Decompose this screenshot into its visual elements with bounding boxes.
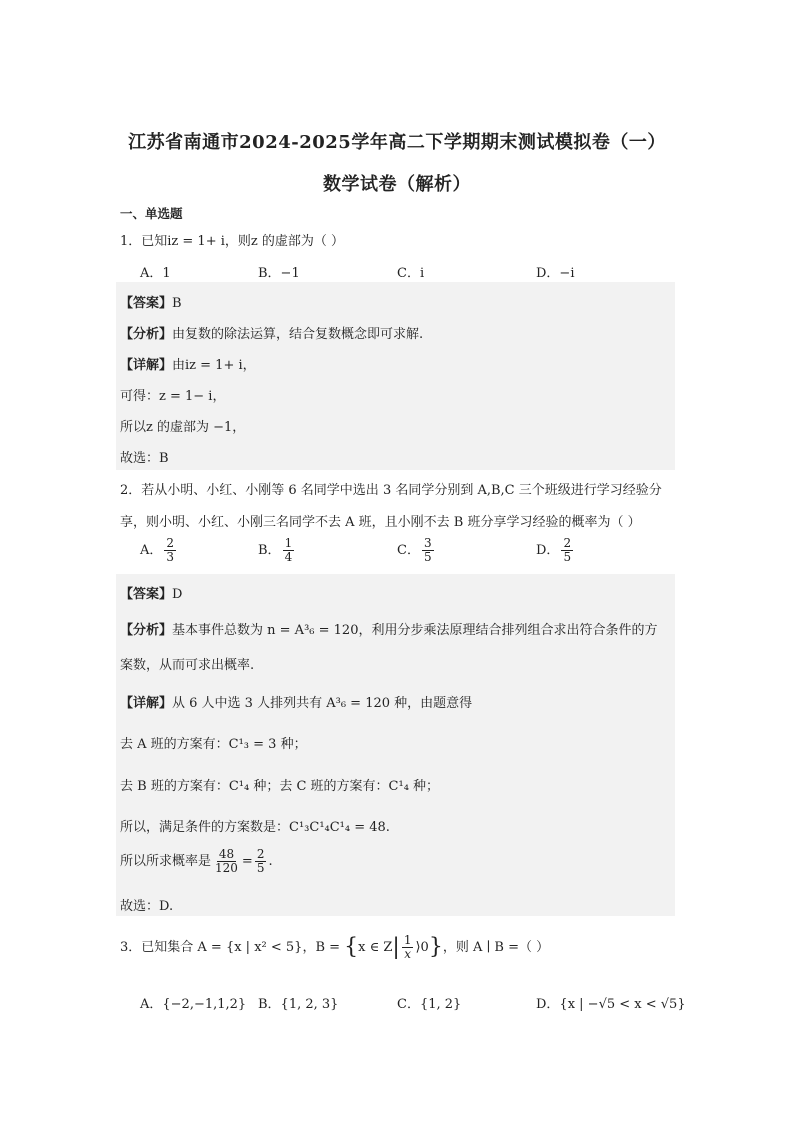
fraction: $\frac{3}{5}$ bbox=[423, 536, 432, 564]
q1-step-2: 所以z 的虚部为 −1， bbox=[120, 420, 246, 435]
q2-step-3: 所以，满足条件的方案数是：C¹₃C¹₄C¹₄ = 48. bbox=[120, 820, 390, 835]
fraction: $\frac{1}{x}$ bbox=[403, 933, 412, 961]
q2-option-d: D． $\frac{2}{5}$ bbox=[536, 536, 572, 564]
q1-answer: 【答案】B bbox=[120, 296, 182, 311]
fraction: $\frac{2}{5}$ bbox=[256, 847, 265, 875]
q2-step-1: 去 A 班的方案有：C¹₃ = 3 种； bbox=[120, 737, 307, 752]
q1-detail: 【详解】由iz = 1+ i， bbox=[120, 358, 256, 373]
q1-option-a: A．1 bbox=[140, 266, 171, 281]
q1-option-b: B．−1 bbox=[258, 266, 300, 281]
q3-option-c: C．{1, 2} bbox=[397, 997, 462, 1012]
q1-conclusion: 故选：B bbox=[120, 451, 169, 466]
q1-step-1: 可得：z = 1− i， bbox=[120, 389, 226, 404]
q1-solution-box bbox=[116, 282, 675, 470]
q2-option-c: C． $\frac{3}{5}$ bbox=[397, 536, 432, 564]
q3-option-d: D．{x | −√5 < x < √5} bbox=[536, 997, 686, 1012]
q2-conclusion: 故选：D. bbox=[120, 899, 174, 914]
q3-option-a: A．{−2,−1,1,2} bbox=[140, 997, 247, 1012]
q3-option-b: B．{1, 2, 3} bbox=[258, 997, 339, 1012]
q1-option-c: C．i bbox=[397, 266, 425, 281]
question-2-stem-line-1: 2．若从小明、小红、小刚等 6 名同学中选出 3 名同学分别到 A,B,C 三个班级进行学习经验分 bbox=[120, 483, 662, 498]
q1-option-d: D．−i bbox=[536, 266, 575, 281]
q2-analysis-line-1: 【分析】基本事件总数为 n = A³₆ = 120，利用分步乘法原理结合排列组合求出符合条件的方 bbox=[120, 623, 658, 638]
q2-option-a: A． $\frac{2}{3}$ bbox=[140, 536, 175, 564]
question-3-stem: 3．已知集合 A = {x | x² < 5}，B = {x ∈ Z| $\frac{1}{x}$ ⟩0}，则 A ∣ B =（ ） bbox=[120, 933, 550, 961]
document-subtitle: 数学试卷（解析） bbox=[323, 174, 471, 195]
q2-analysis-line-2: 案数，从而可求出概率. bbox=[120, 658, 255, 673]
q2-detail: 【详解】从 6 人中选 3 人排列共有 A³₆ = 120 种，由题意得 bbox=[120, 696, 473, 711]
q2-option-b: B． $\frac{1}{4}$ bbox=[258, 536, 293, 564]
fraction: $\frac{48}{120}$ bbox=[215, 847, 238, 875]
document-title: 江苏省南通市2024-2025学年高二下学期期末测试模拟卷（一） bbox=[128, 132, 666, 153]
section-heading: 一、单选题 bbox=[120, 206, 183, 221]
fraction: $\frac{2}{5}$ bbox=[563, 536, 572, 564]
fraction: $\frac{2}{3}$ bbox=[166, 536, 175, 564]
q2-answer: 【答案】D bbox=[120, 587, 183, 602]
q2-step-4: 所以所求概率是 $\frac{48}{120}$ = $\frac{2}{5}$ . bbox=[120, 847, 273, 875]
question-1-stem: 1．已知iz = 1+ i，则z 的虚部为（ ） bbox=[120, 234, 345, 249]
fraction: $\frac{1}{4}$ bbox=[284, 536, 293, 564]
question-2-stem-line-2: 享，则小明、小红、小刚三名同学不去 A 班，且小刚不去 B 班分享学习经验的概率为（ ） bbox=[120, 515, 641, 530]
q1-analysis: 【分析】由复数的除法运算，结合复数概念即可求解. bbox=[120, 327, 424, 342]
q2-step-2: 去 B 班的方案有：C¹₄ 种；去 C 班的方案有：C¹₄ 种； bbox=[120, 779, 440, 794]
